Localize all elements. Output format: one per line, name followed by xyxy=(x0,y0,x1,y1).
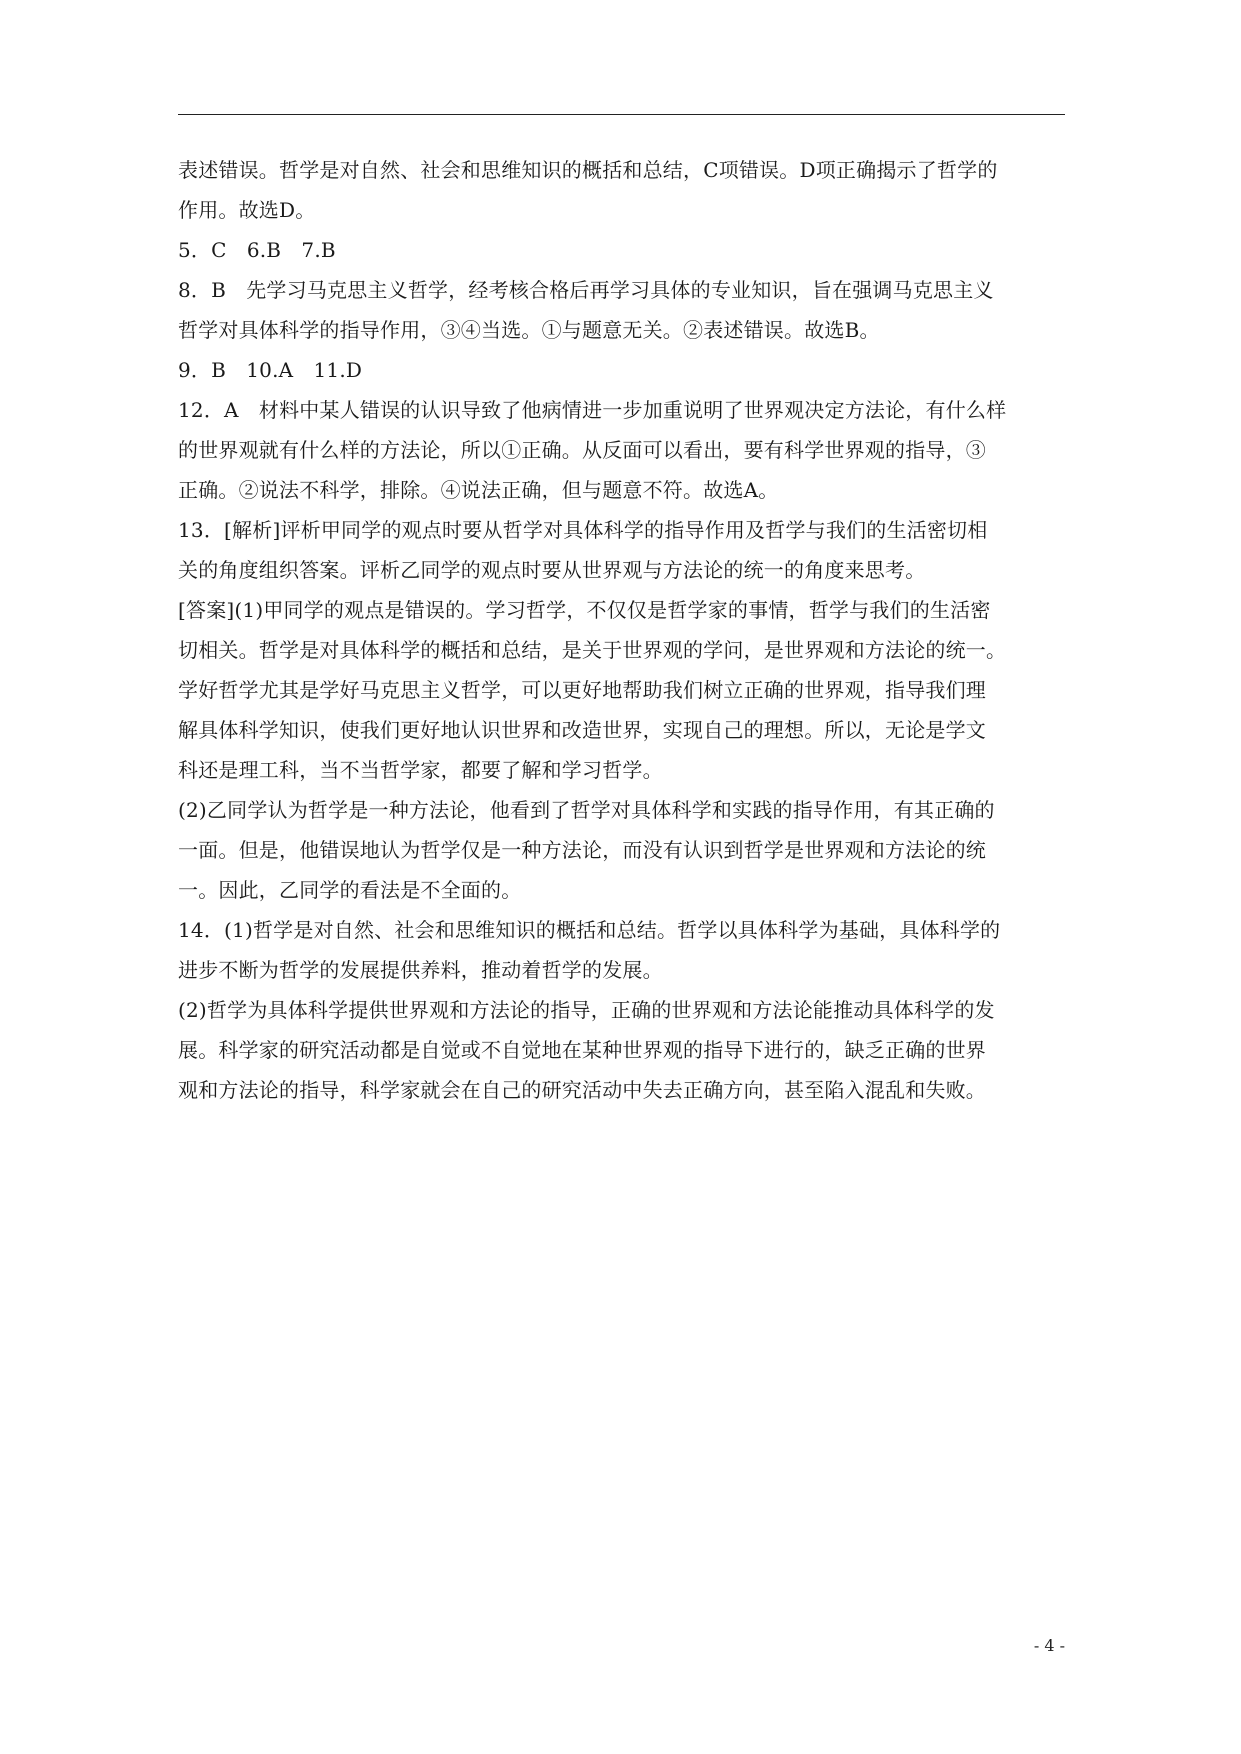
text-line: 一。因此，乙同学的看法是不全面的。 xyxy=(178,878,522,902)
answer-text-block xyxy=(178,150,1065,1110)
text-line: 观和方法论的指导，科学家就会在自己的研究活动中失去正确方向，甚至陷入混乱和失败。 xyxy=(178,1078,986,1102)
text-line: 13．[解析]评析甲同学的观点时要从哲学对具体科学的指导作用及哲学与我们的生活密切相 xyxy=(178,518,988,542)
text-line: 12．A 材料中某人错误的认识导致了他病情进一步加重说明了世界观决定方法论，有什么样 xyxy=(178,398,1007,422)
text-line: 解具体科学知识，使我们更好地认识世界和改造世界，实现自己的理想。所以，无论是学文 xyxy=(178,718,986,742)
page-number: - 4 - xyxy=(1033,1636,1065,1655)
text-line: 学好哲学尤其是学好马克思主义哲学，可以更好地帮助我们树立正确的世界观，指导我们理 xyxy=(178,678,986,702)
text-line: 切相关。哲学是对具体科学的概括和总结，是关于世界观的学问，是世界观和方法论的统一。 xyxy=(178,638,1007,662)
text-line: 一面。但是，他错误地认为哲学仅是一种方法论，而没有认识到哲学是世界观和方法论的统 xyxy=(178,838,986,862)
text-line: (2)哲学为具体科学提供世界观和方法论的指导，正确的世界观和方法论能推动具体科学的发 xyxy=(178,998,995,1022)
text-line: [答案](1)甲同学的观点是错误的。学习哲学，不仅仅是哲学家的事情，哲学与我们的生活密 xyxy=(178,598,991,622)
text-line: 关的角度组织答案。评析乙同学的观点时要从世界观与方法论的统一的角度来思考。 xyxy=(178,558,926,582)
text-line: 展。科学家的研究活动都是自觉或不自觉地在某种世界观的指导下进行的，缺乏正确的世界 xyxy=(178,1038,986,1062)
text-line: 进步不断为哲学的发展提供养料，推动着哲学的发展。 xyxy=(178,958,663,982)
text-line: 表述错误。哲学是对自然、社会和思维知识的概括和总结，C项错误。D项正确揭示了哲学的 xyxy=(178,158,998,182)
text-line: 5．C 6.B 7.B xyxy=(178,238,336,262)
text-line: 科还是理工科，当不当哲学家，都要了解和学习哲学。 xyxy=(178,758,663,782)
text-line: 8．B 先学习马克思主义哲学，经考核合格后再学习具体的专业知识，旨在强调马克思主义 xyxy=(178,278,994,302)
header-rule xyxy=(178,114,1065,115)
text-line: 作用。故选D。 xyxy=(178,198,316,222)
text-line: (2)乙同学认为哲学是一种方法论，他看到了哲学对具体科学和实践的指导作用，有其正确的 xyxy=(178,798,995,822)
text-line: 9．B 10.A 11.D xyxy=(178,358,363,382)
text-line: 的世界观就有什么样的方法论，所以①正确。从反面可以看出，要有科学世界观的指导，③ xyxy=(178,438,986,462)
text-line: 正确。②说法不科学，排除。④说法正确，但与题意不符。故选A。 xyxy=(178,478,779,502)
text-line: 14．(1)哲学是对自然、社会和思维知识的概括和总结。哲学以具体科学为基础，具体科学的 xyxy=(178,918,1001,942)
text-line: 哲学对具体科学的指导作用，③④当选。①与题意无关。②表述错误。故选B。 xyxy=(178,318,880,342)
